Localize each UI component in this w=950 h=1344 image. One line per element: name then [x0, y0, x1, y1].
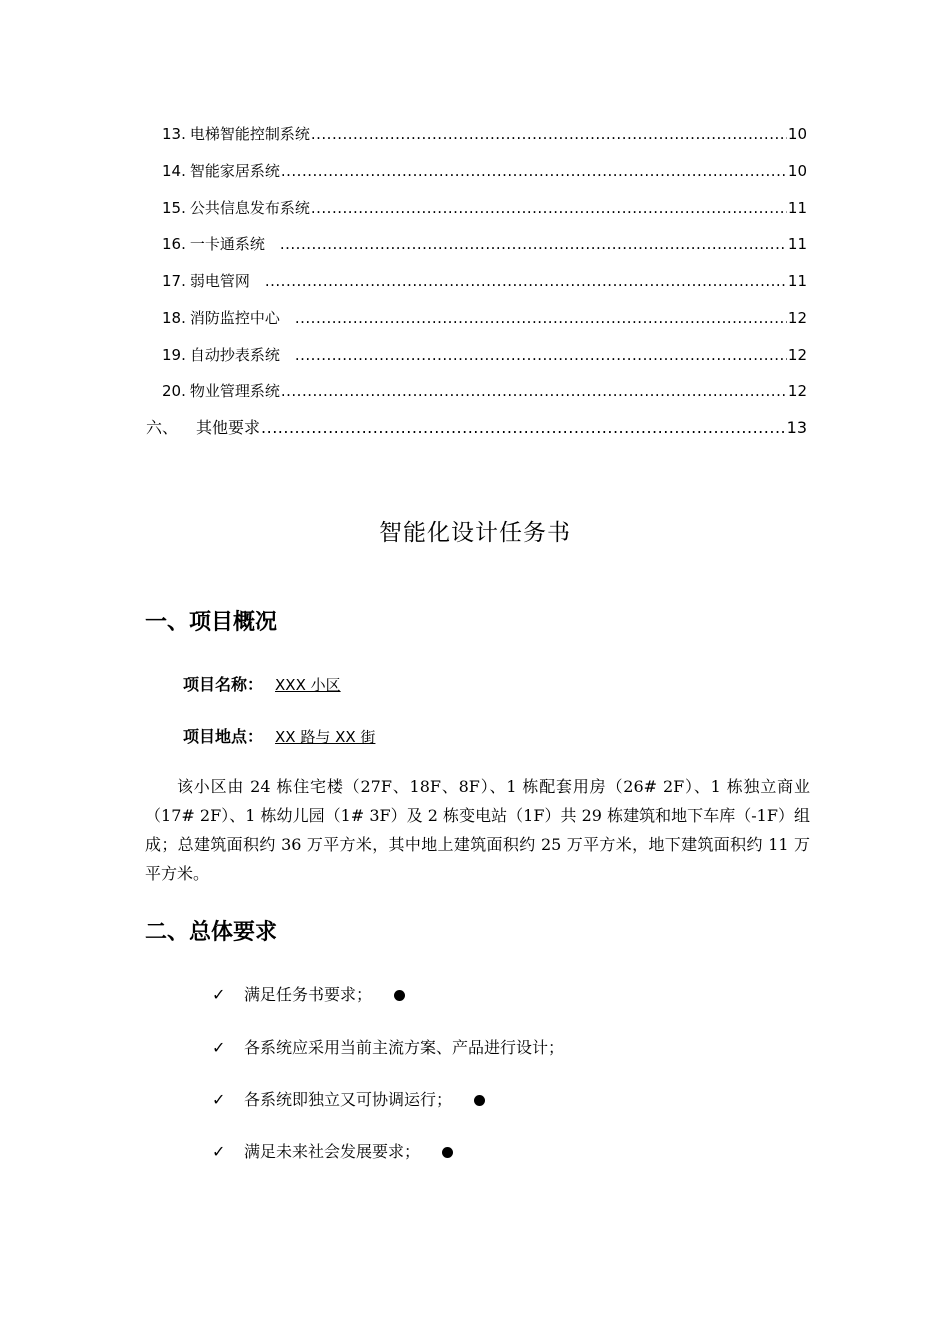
- toc-entry-title: 电梯智能控制系统: [189, 125, 310, 143]
- requirement-text: 各系统即独立又可协调运行；: [244, 1090, 453, 1109]
- toc-entry-page: 13: [786, 418, 807, 437]
- toc-entry-top-level[interactable]: [146, 418, 807, 438]
- toc-entry[interactable]: [162, 381, 807, 401]
- toc-entry-page: 12: [787, 382, 807, 400]
- toc-leader-dots: [311, 198, 787, 218]
- project-location-label: 项目地点：: [183, 727, 264, 746]
- toc-entry[interactable]: [162, 198, 807, 218]
- toc-entry-title: 其他要求: [196, 418, 261, 437]
- toc-entry-number: 13.: [162, 125, 186, 143]
- toc-entry-title: 弱电管网: [189, 272, 250, 290]
- toc-entry[interactable]: [162, 124, 807, 144]
- toc-entry-page: 12: [787, 309, 807, 327]
- filled-circle-bullet-icon: [442, 1147, 453, 1158]
- toc-entry-title: 自动抄表系统: [189, 346, 280, 364]
- requirement-item: [212, 983, 405, 1007]
- filled-circle-bullet-icon: [474, 1095, 485, 1106]
- toc-leader-dots: [281, 161, 787, 181]
- toc-entry-number: 17.: [162, 272, 186, 290]
- project-location-row: [183, 725, 387, 749]
- toc-entry-number: 六、: [146, 418, 179, 437]
- toc-entry-page: 10: [787, 162, 807, 180]
- toc-leader-dots: [280, 234, 787, 254]
- project-name-label: 项目名称：: [183, 675, 264, 694]
- toc-entry[interactable]: [162, 234, 807, 254]
- toc-entry-title: 一卡通系统: [189, 235, 265, 253]
- requirement-item: [212, 1036, 564, 1060]
- requirement-item: [212, 1088, 485, 1112]
- toc-leader-dots: [295, 345, 787, 365]
- check-mark-icon: ✓: [212, 1038, 226, 1057]
- toc-leader-dots: [265, 271, 787, 291]
- requirement-text: 满足未来社会发展要求；: [244, 1142, 421, 1161]
- toc-entry-page: 12: [787, 346, 807, 364]
- toc-entry-number: 15.: [162, 199, 186, 217]
- toc-entry[interactable]: [162, 345, 807, 365]
- toc-leader-dots: [295, 308, 787, 328]
- toc-entry-title: 智能家居系统: [189, 162, 280, 180]
- toc-entry-number: 16.: [162, 235, 186, 253]
- project-name-row: [183, 673, 353, 697]
- toc-entry[interactable]: [162, 161, 807, 181]
- toc-entry-page: 11: [787, 272, 807, 290]
- requirement-text: 满足任务书要求；: [244, 985, 373, 1004]
- section-heading-overview: 一、项目概况: [145, 610, 278, 635]
- check-mark-icon: ✓: [212, 1090, 226, 1109]
- document-title: 智能化设计任务书: [379, 520, 571, 546]
- toc-entry-title: 消防监控中心: [189, 309, 280, 327]
- toc-entry-title: 物业管理系统: [189, 382, 280, 400]
- project-name-value: XXX 小区: [275, 676, 341, 694]
- toc-entry-number: 19.: [162, 346, 186, 364]
- requirement-item: [212, 1140, 453, 1164]
- toc-entry-page: 11: [787, 199, 807, 217]
- toc-entry-number: 18.: [162, 309, 186, 327]
- toc-entry-page: 11: [787, 235, 807, 253]
- check-mark-icon: ✓: [212, 985, 226, 1004]
- requirement-text: 各系统应采用当前主流方案、产品进行设计；: [244, 1038, 565, 1057]
- toc-entry-page: 10: [787, 125, 807, 143]
- project-location-value: XX 路与 XX 街: [275, 728, 376, 746]
- toc-entry-number: 14.: [162, 162, 186, 180]
- toc-entry[interactable]: [162, 308, 807, 328]
- project-description: 该小区由 24 栋住宅楼（27F、18F、8F）、1 栋配套用房（26# 2F）、1 栋独立商业（17# 2F）、1 栋幼儿园（1# 3F）及 2 栋变电站（1F）共 29 栋建筑和地下车库（-1F）组成；总建筑面积约 36 万平方米，其中地上建筑面积约 25 万平方米，地下建筑面积约 11 万平方米。: [145, 777, 810, 883]
- filled-circle-bullet-icon: [394, 990, 405, 1001]
- section-heading-requirements: 二、总体要求: [145, 920, 278, 945]
- toc-leader-dots: [281, 381, 787, 401]
- toc-leader-dots: [311, 124, 787, 144]
- toc-entry-number: 20.: [162, 382, 186, 400]
- toc-entry[interactable]: [162, 271, 807, 291]
- toc-leader-dots: [261, 418, 786, 438]
- check-mark-icon: ✓: [212, 1142, 226, 1161]
- toc-entry-title: 公共信息发布系统: [189, 199, 310, 217]
